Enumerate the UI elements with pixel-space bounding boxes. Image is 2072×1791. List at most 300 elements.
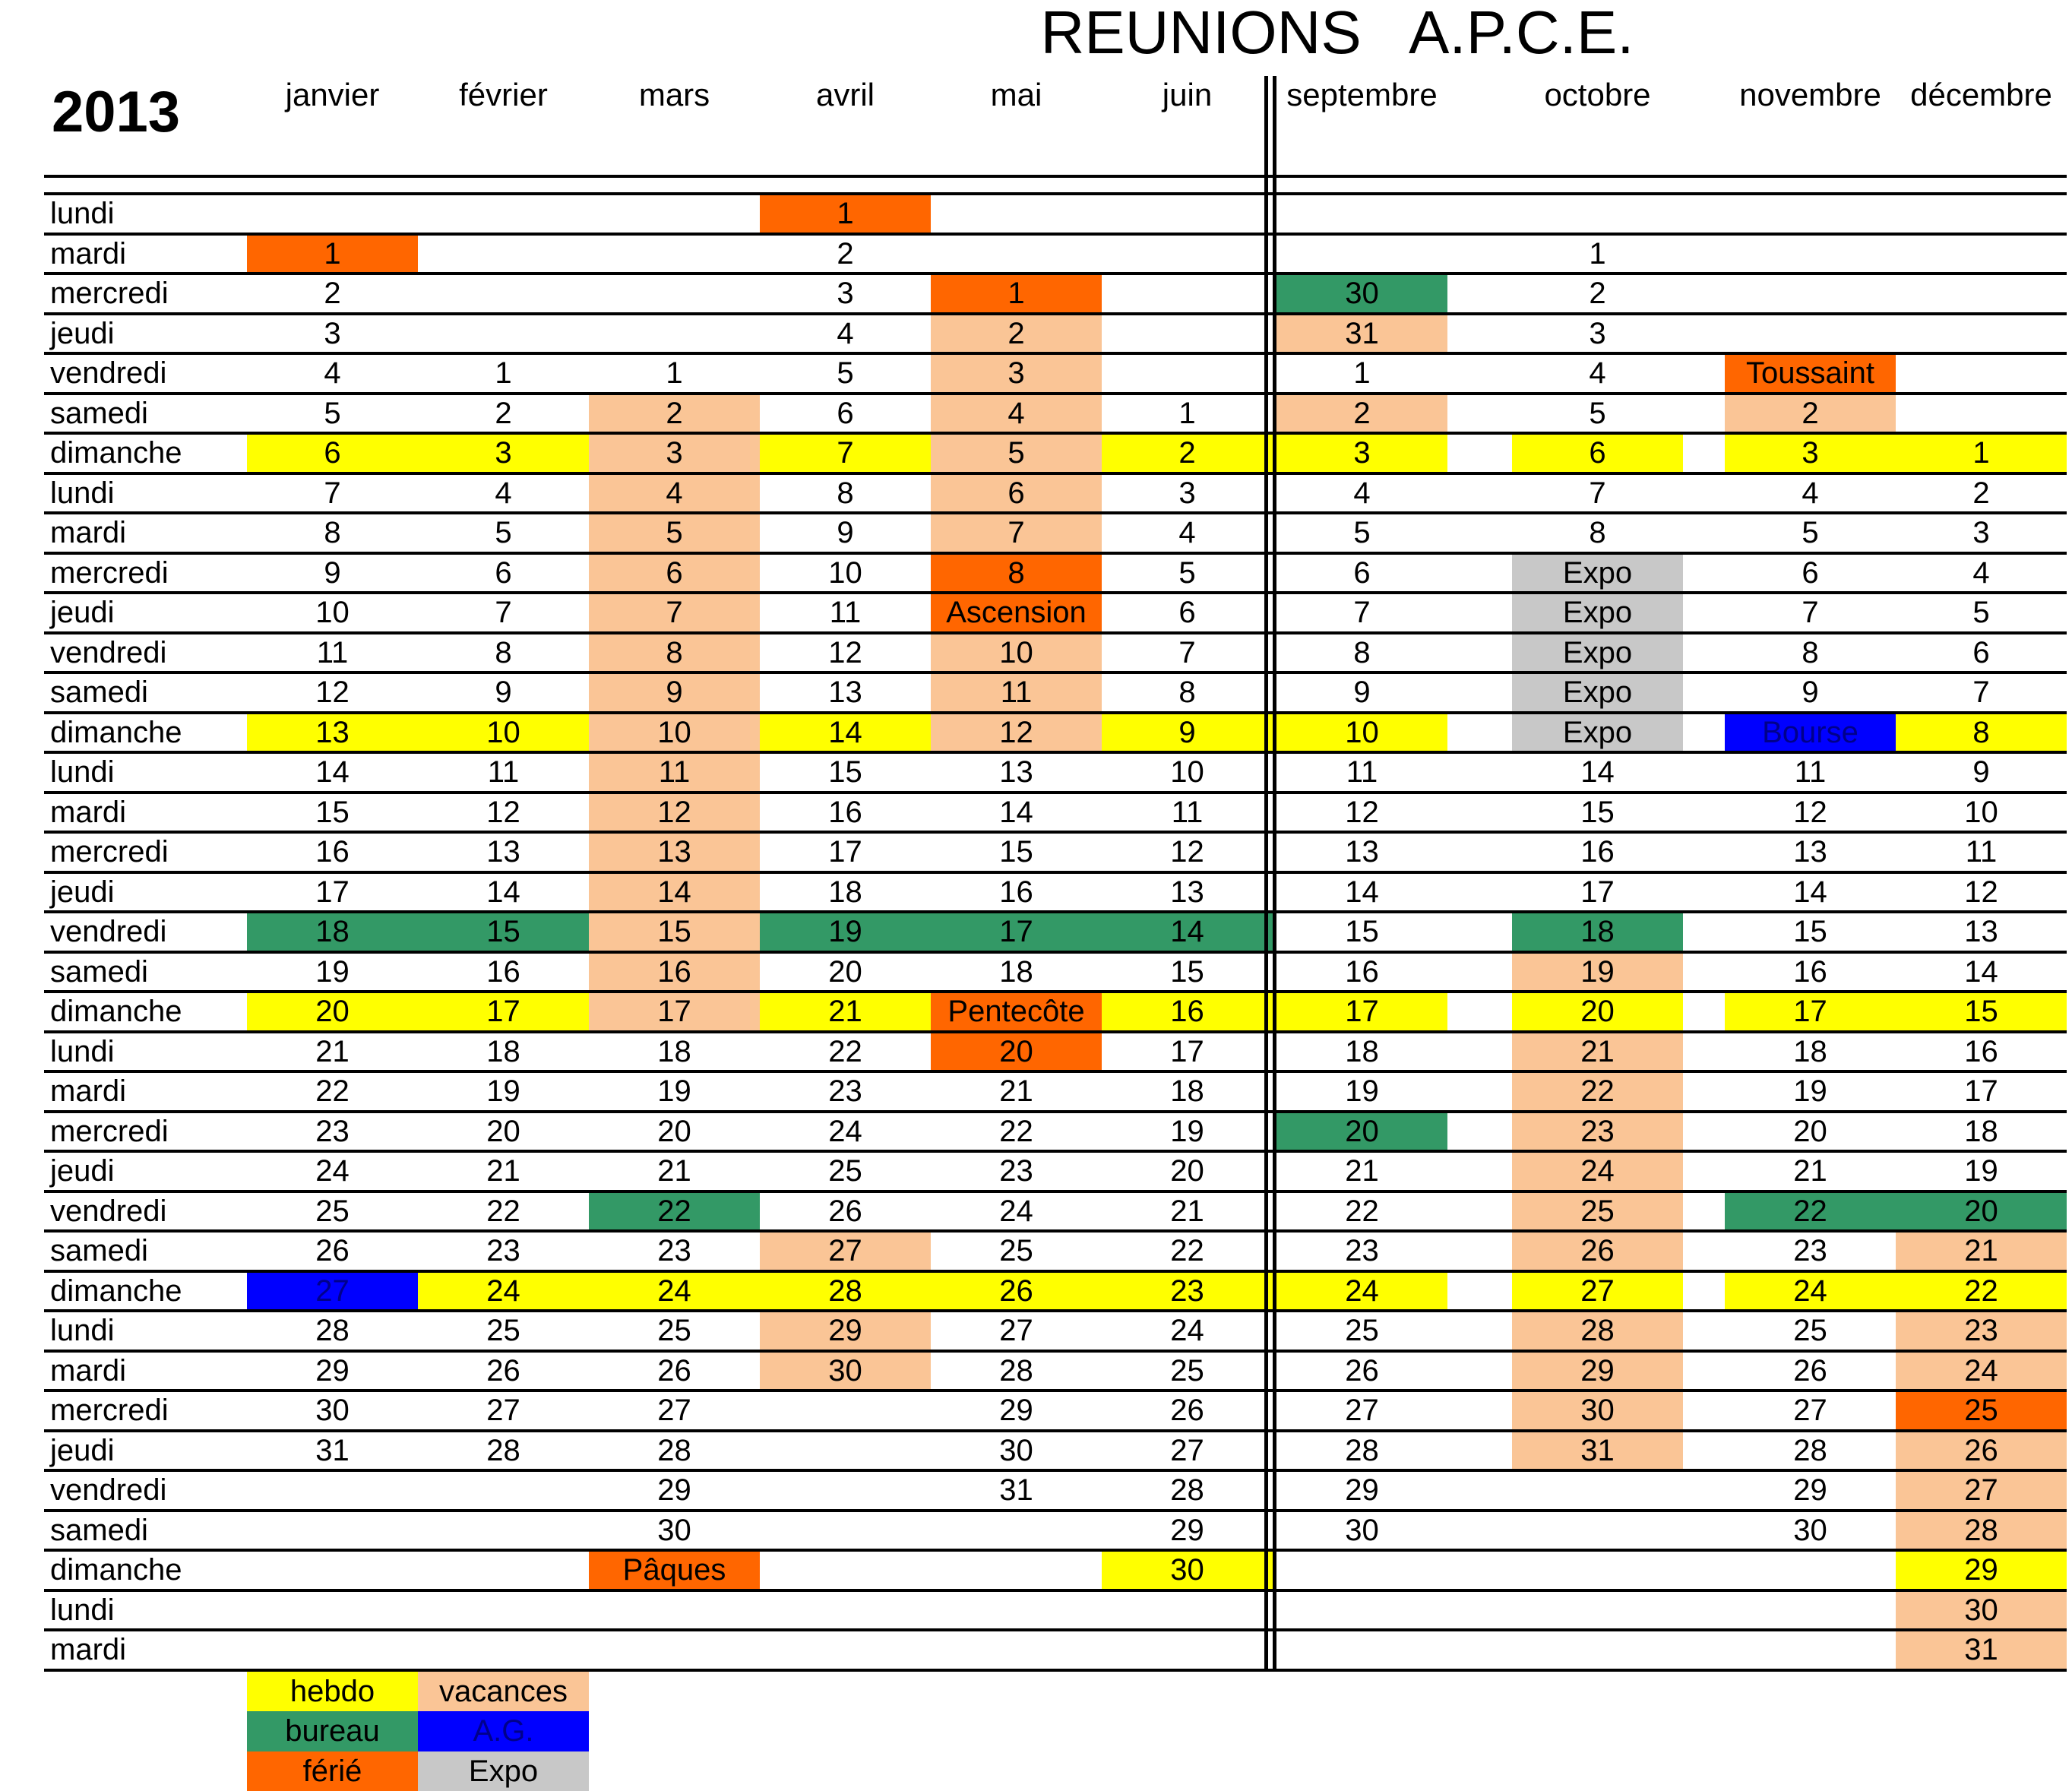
day-cell: 7 [1102,633,1273,673]
day-cell: 21 [1102,1191,1273,1232]
event-cell: 11 [589,752,760,793]
event-cell: 27 [760,1231,931,1271]
row-divider [44,392,2067,395]
day-cell: 23 [247,1112,418,1152]
day-cell: 27 [1276,1391,1447,1431]
day-cell: 28 [418,1431,589,1471]
day-cell: 9 [760,513,931,553]
day-cell: 29 [1102,1511,1273,1551]
day-cell: 1 [418,353,589,394]
day-cell: 27 [418,1391,589,1431]
event-cell: 5 [589,513,760,553]
weekday-label: lundi [50,473,115,513]
day-cell: 31 [247,1431,418,1471]
event-cell: 12 [589,793,760,833]
day-cell: 2 [1896,473,2067,514]
day-cell: 11 [1102,793,1273,833]
day-cell: 30 [1276,1511,1447,1551]
day-cell: 26 [931,1271,1102,1312]
legend-vacances: vacances [418,1672,589,1712]
day-cell: 17 [418,992,589,1032]
event-cell: 16 [589,952,760,992]
row-divider [44,1429,2067,1432]
day-cell: 21 [247,1032,418,1072]
event-cell: 31 [1276,314,1447,354]
weekday-label: dimanche [50,433,182,473]
event-cell: 26 [1896,1431,2067,1471]
day-cell: 24 [1102,1311,1273,1351]
day-cell: 23 [1276,1231,1447,1271]
day-cell: 4 [247,353,418,394]
event-cell: 4 [931,394,1102,434]
day-cell: 5 [418,513,589,553]
day-cell: 6 [418,553,589,593]
row-divider [44,951,2067,954]
day-cell: 30 [247,1391,418,1431]
event-cell: Expo [1512,553,1683,593]
day-cell: 26 [1725,1351,1896,1391]
day-cell: 8 [247,513,418,553]
day-cell: 20 [589,1112,760,1152]
row-divider [44,432,2067,435]
legend-expo: Expo [418,1751,589,1791]
day-cell: 22 [760,1032,931,1072]
day-cell: 22 [1102,1231,1273,1271]
event-cell: 15 [589,912,760,952]
day-cell: 15 [1276,912,1447,952]
row-divider [44,910,2067,913]
weekday-label: vendredi [50,1191,166,1231]
day-cell: 16 [1896,1032,2067,1072]
day-cell: 7 [1725,593,1896,633]
day-cell: 23 [589,1231,760,1271]
weekday-label: mercredi [50,1391,169,1430]
day-cell: 12 [760,633,931,673]
weekday-label: mardi [50,793,126,832]
day-cell: 13 [1102,872,1273,913]
weekday-label: samedi [50,394,148,433]
row-divider [44,591,2067,594]
event-cell: 31 [1512,1431,1683,1471]
event-cell: 12 [931,713,1102,753]
row-divider [44,233,2067,236]
day-cell: 16 [418,952,589,992]
day-cell: 10 [247,593,418,633]
day-cell: 13 [418,832,589,872]
day-cell: 13 [1896,912,2067,952]
day-cell: 18 [1725,1032,1896,1072]
weekday-label: lundi [50,752,115,792]
day-cell: 23 [1102,1271,1273,1312]
day-cell: 3 [247,314,418,354]
day-cell: 21 [1276,1151,1447,1191]
day-cell: 11 [1276,752,1447,793]
event-cell: 22 [1725,1191,1896,1232]
day-cell: 3 [1896,513,2067,553]
event-cell: 10 [589,713,760,753]
day-cell: 22 [247,1071,418,1112]
event-cell: 13 [589,832,760,872]
day-cell: 24 [1725,1271,1896,1312]
legend-ferie: férié [247,1751,418,1791]
event-cell: 27 [1896,1470,2067,1511]
day-cell: 29 [1896,1550,2067,1590]
day-cell: 6 [247,433,418,473]
row-divider [44,552,2067,555]
day-cell: 16 [931,872,1102,913]
row-divider [44,711,2067,714]
day-cell: 4 [1896,553,2067,593]
day-cell: 24 [589,1271,760,1312]
weekday-label: vendredi [50,353,166,393]
event-cell: 1 [760,194,931,234]
day-cell: 20 [418,1112,589,1152]
day-cell: 16 [247,832,418,872]
day-cell: 2 [760,234,931,274]
row-divider [44,352,2067,355]
day-cell: 15 [1725,912,1896,952]
day-cell: 29 [931,1391,1102,1431]
weekday-label: mardi [50,234,126,274]
day-cell: 13 [1725,832,1896,872]
day-cell: 22 [931,1112,1102,1152]
day-cell: 28 [1102,1470,1273,1511]
row-divider [44,1589,2067,1592]
event-cell: Expo [1512,713,1683,753]
day-cell: 1 [1896,433,2067,473]
weekday-label: jeudi [50,872,115,912]
day-cell: 17 [1896,1071,2067,1112]
day-cell: 21 [589,1151,760,1191]
event-cell: 22 [1512,1071,1683,1112]
day-cell: 30 [1725,1511,1896,1551]
day-cell: 25 [589,1311,760,1351]
row-divider [44,272,2067,275]
day-cell: 5 [247,394,418,434]
event-cell: 17 [589,992,760,1032]
event-cell: 31 [1896,1630,2067,1670]
day-cell: 13 [1276,832,1447,872]
day-cell: 12 [1276,793,1447,833]
month-header: septembre [1276,76,1447,114]
row-divider [44,1229,2067,1232]
event-cell: 28 [1896,1511,2067,1551]
event-cell: 2 [1725,394,1896,434]
day-cell: 25 [760,1151,931,1191]
day-cell: 22 [1276,1191,1447,1232]
day-cell: 29 [589,1470,760,1511]
day-cell: 11 [1725,752,1896,793]
row-divider [44,1070,2067,1073]
day-cell: 18 [1102,1071,1273,1112]
weekday-label: vendredi [50,1470,166,1510]
month-header: décembre [1896,76,2067,114]
day-cell: 8 [1102,672,1273,713]
weekday-label: vendredi [50,912,166,951]
day-cell: 7 [1896,672,2067,713]
day-cell: 14 [418,872,589,913]
event-cell: 9 [589,672,760,713]
day-cell: 10 [418,713,589,753]
day-cell: 16 [760,793,931,833]
event-cell: 11 [931,672,1102,713]
day-cell: 15 [1512,793,1683,833]
event-cell: 3 [931,353,1102,394]
day-cell: 28 [589,1431,760,1471]
day-cell: 4 [418,473,589,514]
day-cell: 15 [931,832,1102,872]
day-cell: 7 [418,593,589,633]
day-cell: 30 [589,1511,760,1551]
event-cell: 24 [1896,1351,2067,1391]
month-header: mai [931,76,1102,114]
event-cell: 19 [760,912,931,952]
day-cell: 16 [1102,992,1273,1032]
event-cell: 4 [589,473,760,514]
day-cell: 3 [1725,433,1896,473]
event-cell: 1 [247,234,418,274]
page-title: REUNIONS A.P.C.E. [1018,0,1656,65]
month-header: janvier [247,76,418,114]
day-cell: 27 [931,1311,1102,1351]
day-cell: 8 [418,633,589,673]
row-divider [44,1150,2067,1153]
day-cell: 6 [1102,593,1273,633]
row-divider [44,511,2067,514]
row-divider [44,1389,2067,1392]
day-cell: 1 [1276,353,1447,394]
day-cell: 9 [418,672,589,713]
row-divider [44,472,2067,475]
day-cell: 15 [1102,952,1273,992]
month-header: mars [589,76,760,114]
day-cell: 25 [1725,1311,1896,1351]
day-cell: 6 [1725,553,1896,593]
month-header: novembre [1725,76,1896,114]
day-cell: 7 [1276,593,1447,633]
event-cell: Expo [1512,593,1683,633]
day-cell: 4 [1512,353,1683,394]
weekday-label: mardi [50,1071,126,1111]
day-cell: 17 [1725,992,1896,1032]
day-cell: 16 [1276,952,1447,992]
row-divider [44,1469,2067,1472]
day-cell: 5 [1896,593,2067,633]
event-cell: 30 [1512,1391,1683,1431]
day-cell: 1 [1512,234,1683,274]
day-cell: 19 [1102,1112,1273,1152]
day-cell: 11 [760,593,931,633]
day-cell: 5 [1512,394,1683,434]
row-divider [44,1309,2067,1312]
row-divider [44,1190,2067,1193]
weekday-label: dimanche [50,992,182,1031]
weekday-label: samedi [50,1231,148,1270]
day-cell: 3 [1512,314,1683,354]
year-label: 2013 [52,82,180,143]
day-cell: 9 [1725,672,1896,713]
day-cell: 28 [1725,1431,1896,1471]
day-cell: 14 [1725,872,1896,913]
day-cell: 27 [589,1391,760,1431]
day-cell: 9 [247,553,418,593]
day-cell: 6 [760,394,931,434]
event-cell: 14 [1102,912,1273,952]
day-cell: 17 [760,832,931,872]
day-cell: 18 [1276,1032,1447,1072]
row-divider [44,671,2067,674]
weekday-label: jeudi [50,1151,115,1191]
header-divider [44,175,2067,178]
day-cell: 17 [1276,992,1447,1032]
event-cell: 3 [589,433,760,473]
day-cell: 21 [418,1151,589,1191]
row-divider [44,1030,2067,1033]
weekday-label: mardi [50,1351,126,1391]
legend-hebdo: hebdo [247,1672,418,1712]
day-cell: 9 [1276,672,1447,713]
day-cell: 17 [247,872,418,913]
day-cell: 20 [760,952,931,992]
day-cell: 16 [1725,952,1896,992]
weekday-label: vendredi [50,633,166,672]
day-cell: 5 [1276,513,1447,553]
row-divider [44,751,2067,754]
day-cell: 18 [589,1032,760,1072]
day-cell: 10 [760,553,931,593]
day-cell: 24 [760,1112,931,1152]
day-cell: 2 [247,274,418,314]
event-cell: 10 [931,633,1102,673]
weekday-label: mardi [50,1630,126,1669]
day-cell: 7 [1512,473,1683,514]
row-divider [44,871,2067,874]
day-cell: 22 [1896,1271,2067,1312]
event-cell: 20 [1276,1112,1447,1152]
day-cell: 3 [760,274,931,314]
row-divider [44,1110,2067,1113]
weekday-label: mardi [50,513,126,552]
weekday-label: mercredi [50,553,169,593]
day-cell: 19 [418,1071,589,1112]
day-cell: 19 [1725,1071,1896,1112]
day-cell: 21 [760,992,931,1032]
event-cell: 29 [1512,1351,1683,1391]
weekday-label: jeudi [50,314,115,353]
month-header: février [418,76,589,114]
day-cell: 9 [1896,752,2067,793]
event-cell: 24 [1512,1151,1683,1191]
day-cell: 27 [1725,1391,1896,1431]
event-cell: 20 [1896,1191,2067,1232]
event-cell: 7 [589,593,760,633]
event-cell: Pentecôte [931,992,1102,1032]
season-separator [1273,76,1276,1670]
day-cell: 14 [1276,872,1447,913]
day-cell: 30 [1102,1550,1273,1590]
event-cell: Ascension [931,593,1102,633]
event-cell: 2 [931,314,1102,354]
day-cell: 24 [931,1191,1102,1232]
legend-ag: A.G. [418,1711,589,1751]
day-cell: 21 [1725,1151,1896,1191]
day-cell: 10 [1896,793,2067,833]
day-cell: 5 [760,353,931,394]
day-cell: 6 [1512,433,1683,473]
day-cell: 2 [1512,274,1683,314]
day-cell: 26 [760,1191,931,1232]
event-cell: 6 [589,553,760,593]
event-cell: 18 [1512,912,1683,952]
day-cell: 28 [247,1311,418,1351]
day-cell: 20 [1102,1151,1273,1191]
event-cell: 7 [931,513,1102,553]
month-header: juin [1102,76,1273,114]
day-cell: 19 [1896,1151,2067,1191]
day-cell: 21 [931,1071,1102,1112]
day-cell: 13 [247,713,418,753]
day-cell: 3 [1276,433,1447,473]
event-cell: 27 [247,1271,418,1312]
event-cell: 21 [1896,1231,2067,1271]
day-cell: 4 [1276,473,1447,514]
month-header: octobre [1512,76,1683,114]
day-cell: 24 [418,1271,589,1312]
day-cell: 12 [1102,832,1273,872]
day-cell: 11 [247,633,418,673]
day-cell: 29 [1725,1470,1896,1511]
event-cell: 8 [589,633,760,673]
day-cell: 8 [760,473,931,514]
day-cell: 22 [418,1191,589,1232]
row-divider [44,1628,2067,1631]
row-divider [44,631,2067,634]
day-cell: 7 [247,473,418,514]
day-cell: 23 [418,1231,589,1271]
day-cell: 7 [760,433,931,473]
row-divider [44,1509,2067,1512]
weekday-label: dimanche [50,1271,182,1311]
day-cell: 19 [589,1071,760,1112]
day-cell: 4 [760,314,931,354]
event-cell: 22 [589,1191,760,1232]
day-cell: 11 [418,752,589,793]
weekday-label: lundi [50,1311,115,1350]
row-divider [44,1270,2067,1273]
event-cell: 15 [418,912,589,952]
event-cell: 23 [1896,1311,2067,1351]
event-cell: Pâques [589,1550,760,1590]
day-cell: 9 [1102,713,1273,753]
weekday-label: samedi [50,672,148,712]
weekday-label: samedi [50,1511,148,1550]
day-cell: 8 [1276,633,1447,673]
day-cell: 28 [931,1351,1102,1391]
day-cell: 19 [1276,1071,1447,1112]
day-cell: 15 [760,752,931,793]
event-cell: 26 [1512,1231,1683,1271]
day-cell: 26 [1276,1351,1447,1391]
day-cell: 26 [1102,1391,1273,1431]
day-cell: 24 [1276,1271,1447,1312]
day-cell: 20 [1725,1112,1896,1152]
event-cell: Expo [1512,633,1683,673]
day-cell: 13 [760,672,931,713]
day-cell: 23 [931,1151,1102,1191]
day-cell: 10 [1276,713,1447,753]
day-cell: 18 [1896,1112,2067,1152]
day-cell: 28 [1276,1431,1447,1471]
